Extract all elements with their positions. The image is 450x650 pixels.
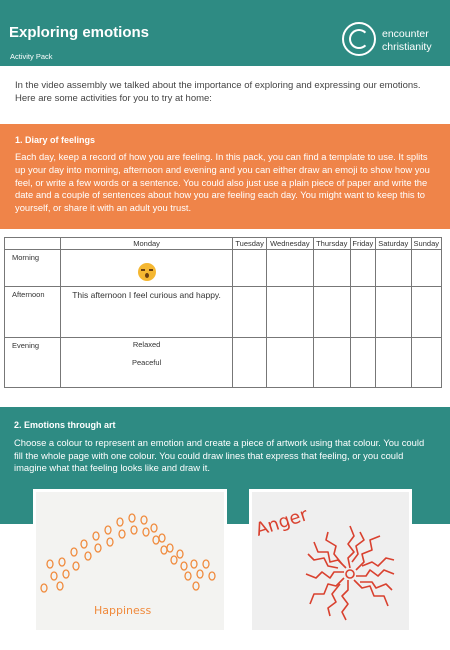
cell-monday-evening (61, 338, 233, 388)
cell-tuesday-evening (233, 338, 267, 388)
brand-line1: encounter (382, 28, 429, 40)
table-header-saturday: Saturday (375, 238, 411, 250)
happiness-artwork-photo (33, 489, 227, 633)
cell-saturday-evening (375, 338, 411, 388)
anger-artwork-photo (249, 489, 412, 633)
cell-tuesday-morning (233, 250, 267, 287)
cell-friday-morning (350, 250, 375, 287)
cell-friday-afternoon (350, 287, 375, 338)
table-header-thursday: Thursday (313, 238, 350, 250)
anger-lines-drawing (252, 492, 409, 630)
cell-wednesday-evening (267, 338, 314, 388)
page-title: Exploring emotions (9, 24, 150, 41)
happiness-dots-drawing (36, 492, 224, 630)
cell-saturday-afternoon (375, 287, 411, 338)
encounter-christianity-logo (342, 22, 442, 60)
table-header-monday: Monday (61, 238, 233, 250)
evening-word-1: Relaxed (132, 340, 161, 349)
anger-label: Anger (253, 504, 311, 541)
evening-word-2: Peaceful (131, 358, 162, 367)
cell-saturday-morning (375, 250, 411, 287)
intro-text: In the video assembly we talked about the importance of exploring and expressing our emotions. Here are some activities for you to try at home: (15, 80, 421, 104)
section2-title: 2. Emotions through art (14, 420, 116, 430)
table-header-friday: Friday (350, 238, 375, 250)
cell-thursday-morning (313, 250, 350, 287)
row-label-morning: Morning (5, 250, 61, 287)
table-header-sunday: Sunday (411, 238, 441, 250)
happiness-label: Happiness (94, 604, 152, 617)
table-row (5, 338, 442, 388)
cell-sunday-evening (411, 338, 441, 388)
brand-line2: christianity (382, 41, 432, 53)
logo-inner-ring-icon (349, 29, 369, 49)
cell-tuesday-afternoon (233, 287, 267, 338)
cell-thursday-evening (313, 338, 350, 388)
yawning-face-emoji-icon (138, 263, 156, 281)
table-header-row (5, 238, 442, 250)
section1-body: Each day, keep a record of how you are feeling. In this pack, you can find a template to use. It splits up your day into morning, afternoon and evening and you can either draw an emoji to show how you feel, or write a few words or a sentence. You could also just use a plain piece of paper and write the date and a couple of sentences about how you are feeling each day. You might want to keep this to yourself, or share it with an adult you trust. (15, 151, 430, 214)
cell-monday-afternoon: This afternoon I feel curious and happy. (61, 287, 233, 338)
page-subtitle: Activity Pack (10, 52, 53, 61)
page-header (0, 0, 450, 66)
row-label-evening: Evening (5, 338, 61, 388)
cell-friday-evening (350, 338, 375, 388)
section1-title: 1. Diary of feelings (15, 135, 96, 145)
row-label-afternoon: Afternoon (5, 287, 61, 338)
cell-wednesday-afternoon (267, 287, 314, 338)
table-header-wednesday: Wednesday (267, 238, 314, 250)
section-diary-of-feelings (0, 124, 450, 229)
cell-thursday-afternoon (313, 287, 350, 338)
cell-monday-morning (61, 250, 233, 287)
table-corner-cell (5, 238, 61, 250)
cell-sunday-morning (411, 250, 441, 287)
cell-sunday-afternoon (411, 287, 441, 338)
diary-table (4, 237, 442, 388)
cell-wednesday-morning (267, 250, 314, 287)
table-row (5, 250, 442, 287)
section2-body: Choose a colour to represent an emotion and create a piece of artwork using that colour. You could fill the whole page with one colour. You could draw lines that express that feeling, or you could imagine what that feeling looks like and draw it. (14, 437, 425, 474)
logo-text (382, 28, 432, 54)
table-row (5, 287, 442, 338)
table-header-tuesday: Tuesday (233, 238, 267, 250)
